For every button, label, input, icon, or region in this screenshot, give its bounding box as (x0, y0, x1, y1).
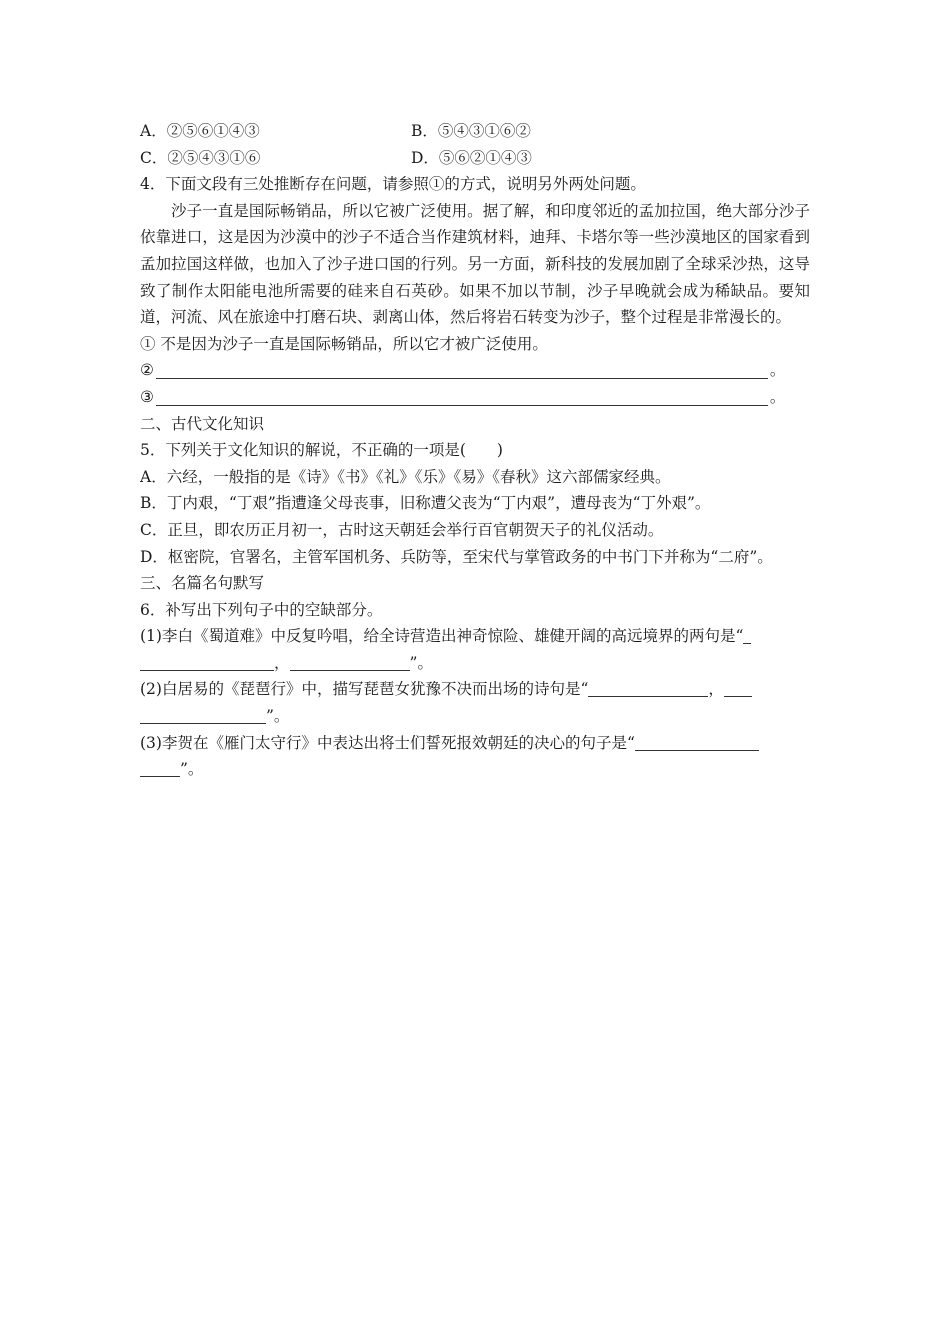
q6-part-1-blank-2[interactable] (290, 653, 410, 671)
q6-part-2-end: ”。 (266, 707, 290, 726)
q4-answer-blank-3[interactable] (156, 388, 768, 406)
q5-option-a: A．六经，一般指的是《诗》《书》《礼》《乐》《易》《春秋》这六部儒家经典。 (140, 467, 671, 486)
q5-option-b: B．丁内艰，“丁艰”指遭逢父母丧事，旧称遭父丧为“丁内艰”，遭母丧为“丁外艰”。 (140, 494, 711, 513)
q6-part-2 (140, 676, 810, 729)
q6-part-1-text: (1)李白《蜀道难》中反复吟唱，给全诗营造出神奇惊险、雄健开阔的高远境界的两句是“ (140, 627, 744, 646)
q3-option-a: A．②⑤⑥①④③ (140, 122, 260, 140)
q6-part-1-end: ”。 (409, 653, 433, 672)
q6-part-3-blank-b[interactable] (140, 759, 180, 777)
q6-part-1-blank-1b[interactable] (140, 653, 274, 671)
worksheet-page (140, 118, 810, 783)
q3-option-c: C．②⑤④③①⑥ (140, 148, 261, 167)
q4-answer-row-3 (140, 384, 810, 411)
q4-blank-3-end: 。 (769, 387, 786, 406)
section-3-heading: 三、名篇名句默写 (140, 574, 265, 593)
q4-answer-row-2 (140, 357, 810, 384)
q3-option-b: B．⑤④③①⑥② (411, 122, 531, 140)
q4-example-answer: ① 不是因为沙子一直是国际畅销品，所以它才被广泛使用。 (140, 334, 548, 353)
q6-part-3-end: ”。 (180, 760, 204, 779)
q6-part-2-blank-2b[interactable] (140, 706, 266, 724)
q4-passage: 沙子一直是国际畅销品，所以它被广泛使用。据了解，和印度邻近的孟加拉国，绝大部分沙子依靠进口，这是因为沙漠中的沙子不适合当作建筑材料，迪拜、卡塔尔等一些沙漠地区的国家看到孟加拉国这样做，也加入了沙子进口国的行列。另一方面，新科技的发展加剧了全球采沙热，这导致了制作太阳能电池所需要的硅来自石英砂。如果不加以节制，沙子早晚就会成为稀缺品。要知道，河流、风在旅途中打磨石块、剥离山体，然后将岩石转变为沙子，整个过程是非常漫长的。 (140, 201, 810, 327)
q6-part-1-blank-1a[interactable] (743, 626, 751, 644)
q6-part-1 (140, 623, 810, 676)
q6-part-3-blank-a[interactable] (635, 733, 759, 751)
q3-option-d: D．⑤⑥②①④③ (411, 148, 532, 167)
q5-option-c: C．正旦，即农历正月初一，古时这天朝廷会举行百官朝贺天子的礼仪活动。 (140, 520, 664, 539)
q6-part-2-blank-1[interactable] (588, 679, 708, 697)
q3-options-row-1 (140, 118, 810, 145)
q6-part-2-blank-2a[interactable] (724, 679, 752, 697)
q4-blank-2-label: ② (140, 361, 154, 380)
q6-part-3-text: (3)李贺在《雁门太守行》中表达出将士们誓死报效朝廷的决心的句子是“ (140, 733, 635, 752)
q6-part-1-sep: ， (274, 653, 290, 672)
q6-part-3 (140, 730, 810, 783)
q4-blank-2-end: 。 (769, 361, 786, 380)
q6-part-2-text: (2)白居易的《琵琶行》中，描写琵琶女犹豫不决而出场的诗句是“ (140, 680, 589, 699)
q3-options-row-2 (140, 145, 810, 172)
q4-blank-3-label: ③ (140, 387, 154, 406)
q5-stem: 5．下列关于文化知识的解说，不正确的一项是( ) (140, 441, 503, 460)
q5-option-d: D．枢密院，官署名，主管军国机务、兵防等，至宋代与掌管政务的中书门下并称为“二府”。 (140, 547, 773, 566)
q4-stem: 4．下面文段有三处推断存在问题，请参照①的方式，说明另外两处问题。 (140, 175, 646, 194)
q6-part-2-sep: ， (708, 680, 724, 699)
q4-answer-blank-2[interactable] (156, 361, 768, 379)
q6-stem: 6．补写出下列句子中的空缺部分。 (140, 600, 383, 619)
section-2-heading: 二、古代文化知识 (140, 414, 265, 433)
